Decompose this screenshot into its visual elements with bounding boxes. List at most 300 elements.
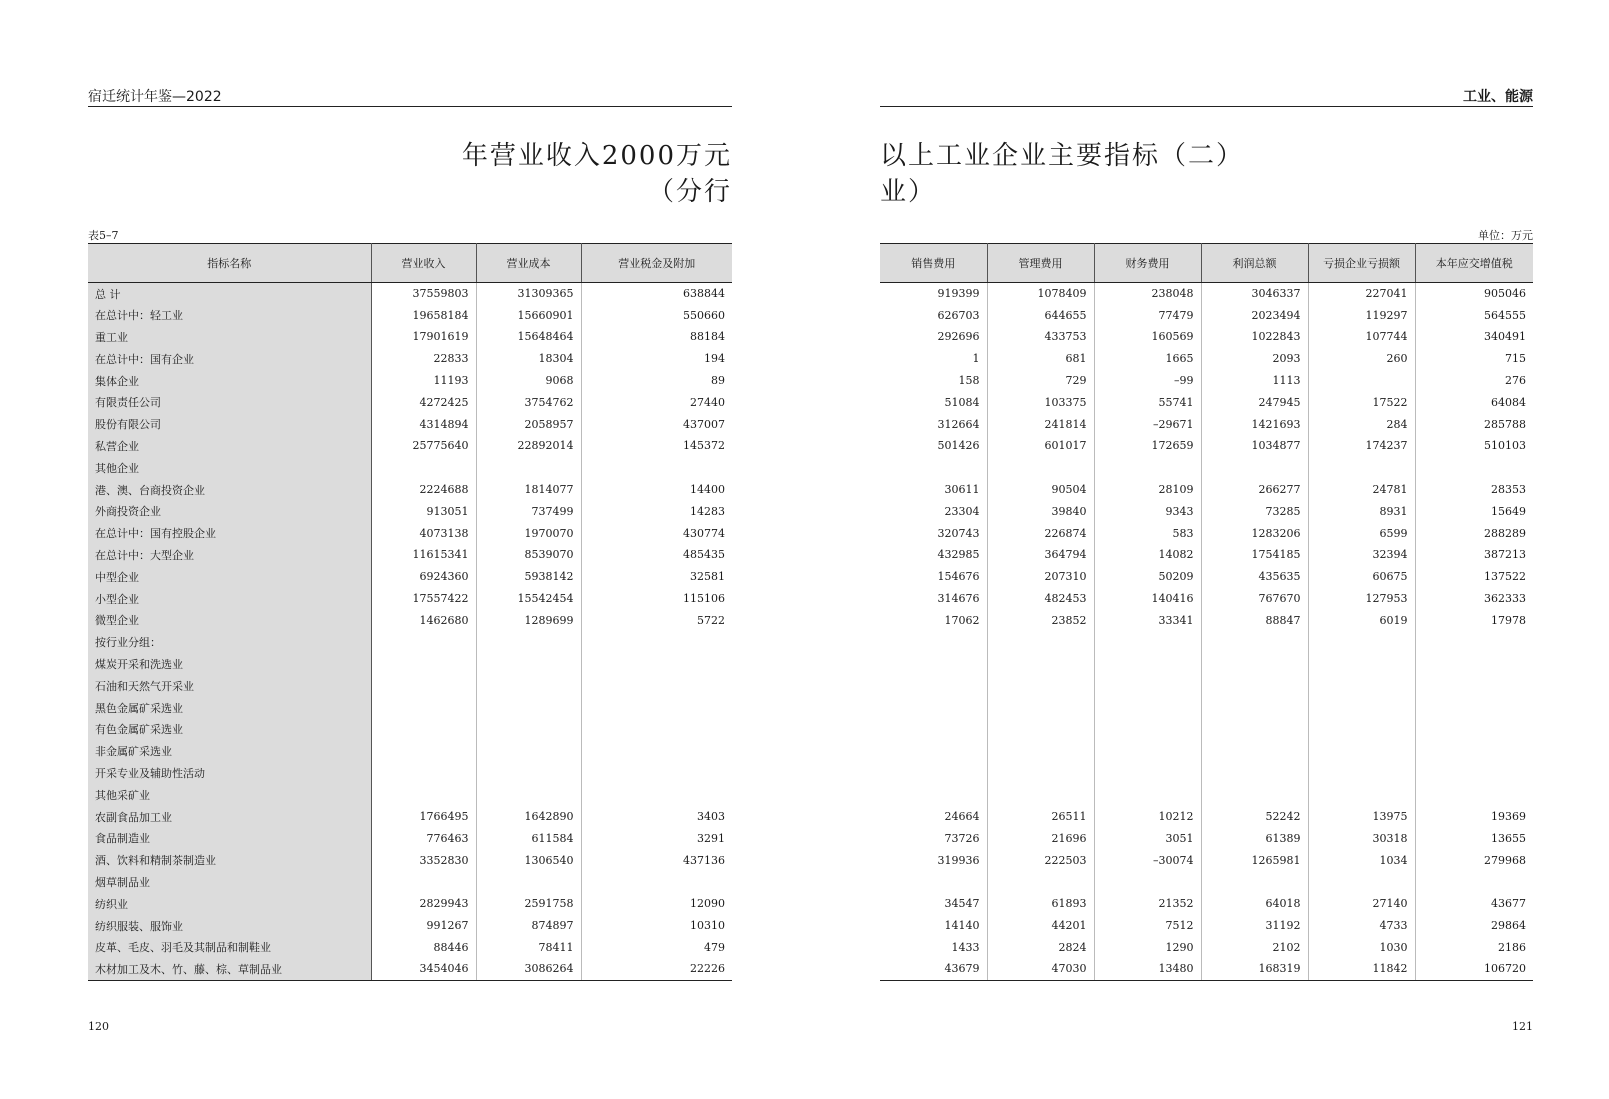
table-row [88, 370, 732, 392]
table-cell: 15649 [1491, 504, 1526, 518]
table-cell: 387213 [1484, 548, 1526, 562]
table-cell: 1030 [1308, 936, 1415, 958]
table-cell [987, 718, 1094, 740]
table-cell: 1290 [1094, 936, 1201, 958]
table-cell: 9343 [1094, 500, 1201, 522]
table-cell: 2102 [1201, 936, 1308, 958]
table-cell [476, 631, 581, 653]
table-cell: 172659 [1094, 435, 1201, 457]
table-cell: 14400 [690, 483, 725, 497]
table-cell: 5722 [697, 613, 725, 627]
table-cell: 3046337 [1201, 283, 1308, 305]
table-cell: 3086264 [476, 958, 581, 980]
table-cell [1415, 871, 1533, 893]
table-row [88, 915, 732, 937]
table-cell: 11193 [371, 370, 476, 392]
table-row [88, 762, 732, 784]
table-row [88, 893, 732, 915]
table-cell [1201, 653, 1308, 675]
table-cell: 60675 [1308, 566, 1415, 588]
table-row [88, 566, 732, 588]
row-label: 纺织业 [88, 893, 371, 915]
table-cell: 88184 [690, 330, 725, 344]
table-cell [1094, 457, 1201, 479]
table-row [880, 675, 1533, 697]
table-cell: 737499 [476, 500, 581, 522]
table-cell: 364794 [987, 544, 1094, 566]
table-cell: 1462680 [371, 609, 476, 631]
table-cell: 1034 [1308, 849, 1415, 871]
table-row [880, 740, 1533, 762]
table-cell: 6924360 [371, 566, 476, 588]
table-cell: 1289699 [476, 609, 581, 631]
table-cell: 362333 [1484, 592, 1526, 606]
page-number-left: 120 [88, 1020, 109, 1033]
table-cell: 5938142 [476, 566, 581, 588]
table-cell: 78411 [476, 936, 581, 958]
table-cell: 729 [987, 370, 1094, 392]
table-row [880, 457, 1533, 479]
table-cell: 3051 [1094, 827, 1201, 849]
table-cell: 17557422 [371, 588, 476, 610]
table-cell: 1814077 [476, 479, 581, 501]
row-label: 小型企业 [88, 588, 371, 610]
table-cell: 13655 [1491, 831, 1526, 845]
table-cell [1308, 871, 1415, 893]
table-cell [1415, 762, 1533, 784]
table-number: 表5–7 [88, 229, 119, 242]
row-label: 纺织服装、服饰业 [88, 915, 371, 937]
table-cell: 919399 [880, 283, 987, 305]
table-cell: 3291 [697, 831, 725, 845]
table-row [880, 631, 1533, 653]
table-cell: 73285 [1201, 500, 1308, 522]
row-label: 皮革、毛皮、羽毛及其制品和制鞋业 [88, 936, 371, 958]
table-cell: 55741 [1094, 391, 1201, 413]
table-cell: 21352 [1094, 893, 1201, 915]
table-cell: 17978 [1491, 613, 1526, 627]
table-cell [987, 871, 1094, 893]
page-number-right: 121 [1512, 1020, 1533, 1033]
row-label: 有色金属矿采选业 [88, 718, 371, 740]
table-cell: 433753 [987, 326, 1094, 348]
row-label: 微型企业 [88, 609, 371, 631]
title-left-line1: 年营业收入2000万元 [461, 141, 732, 171]
table-row [88, 348, 732, 370]
table-cell: 119297 [1308, 304, 1415, 326]
table-cell: 644655 [987, 304, 1094, 326]
table-cell [1308, 740, 1415, 762]
table-cell: 340491 [1484, 330, 1526, 344]
table-cell: 15542454 [476, 588, 581, 610]
table-cell: 103375 [987, 391, 1094, 413]
table-cell: 285788 [1484, 417, 1526, 431]
table-row [880, 893, 1533, 915]
row-label: 有限责任公司 [88, 391, 371, 413]
column-header: 指标名称 [88, 244, 371, 283]
table-cell: 241814 [987, 413, 1094, 435]
row-label: 港、澳、台商投资企业 [88, 479, 371, 501]
table-cell: 320743 [880, 522, 987, 544]
table-cell: –30074 [1094, 849, 1201, 871]
table-row [880, 936, 1533, 958]
table-title-left [88, 138, 732, 210]
table-cell: 11615341 [371, 544, 476, 566]
table-row [88, 806, 732, 828]
table-row [88, 631, 732, 653]
table-row [88, 675, 732, 697]
table-cell: 64018 [1201, 893, 1308, 915]
table-cell: 32581 [690, 570, 725, 584]
table-cell: 1970070 [476, 522, 581, 544]
table-cell [1308, 457, 1415, 479]
table-cell: 9068 [476, 370, 581, 392]
table-cell: 238048 [1094, 283, 1201, 305]
table-cell [1308, 631, 1415, 653]
table-cell [987, 740, 1094, 762]
column-header: 亏损企业亏损额 [1308, 244, 1415, 283]
table-cell [581, 653, 732, 675]
row-label: 酒、饮料和精制茶制造业 [88, 849, 371, 871]
table-cell: 77479 [1094, 304, 1201, 326]
row-label: 食品制造业 [88, 827, 371, 849]
table-row [88, 784, 732, 806]
table-cell: 88847 [1201, 609, 1308, 631]
table-cell: 15660901 [476, 304, 581, 326]
table-row [880, 544, 1533, 566]
table-row [88, 435, 732, 457]
row-label: 黑色金属矿采选业 [88, 697, 371, 719]
table-cell: 8539070 [476, 544, 581, 566]
table-cell: 154676 [880, 566, 987, 588]
table-cell: 482453 [987, 588, 1094, 610]
table-cell: 1665 [1094, 348, 1201, 370]
table-cell: 284 [1308, 413, 1415, 435]
table-row [880, 806, 1533, 828]
table-row [88, 522, 732, 544]
table-cell: 51084 [880, 391, 987, 413]
table-cell [1308, 718, 1415, 740]
table-cell [476, 740, 581, 762]
table-cell: 767670 [1201, 588, 1308, 610]
row-label: 农副食品加工业 [88, 806, 371, 828]
table-cell: 26511 [987, 806, 1094, 828]
table-cell: 435635 [1201, 566, 1308, 588]
table-cell [476, 762, 581, 784]
table-cell: 73726 [880, 827, 987, 849]
table-cell [1094, 631, 1201, 653]
table-cell: 601017 [987, 435, 1094, 457]
table-row [880, 653, 1533, 675]
table-cell [1201, 457, 1308, 479]
table-cell [581, 631, 732, 653]
table-cell: 905046 [1484, 287, 1526, 301]
table-row [88, 609, 732, 631]
table-cell [1201, 631, 1308, 653]
table-row [88, 588, 732, 610]
table-cell: 29864 [1491, 919, 1526, 932]
table-cell [880, 718, 987, 740]
table-cell: 15648464 [476, 326, 581, 348]
table-row [880, 784, 1533, 806]
table-cell [1094, 740, 1201, 762]
table-cell [1094, 653, 1201, 675]
table-cell: 32394 [1308, 544, 1415, 566]
table-cell: 1265981 [1201, 849, 1308, 871]
table-cell: 50209 [1094, 566, 1201, 588]
table-cell: 12090 [690, 897, 725, 911]
table-row [880, 718, 1533, 740]
table-cell: 314676 [880, 588, 987, 610]
table-header-row-right [880, 244, 1533, 283]
table-row [88, 958, 732, 980]
table-cell [880, 697, 987, 719]
table-cell: 17901619 [371, 326, 476, 348]
column-header: 管理费用 [987, 244, 1094, 283]
table-cell: 13480 [1094, 958, 1201, 980]
row-label: 中型企业 [88, 566, 371, 588]
table-row [880, 609, 1533, 631]
table-row [88, 653, 732, 675]
table-row [88, 413, 732, 435]
table-cell [1308, 697, 1415, 719]
table-cell [1201, 784, 1308, 806]
table-row [88, 326, 732, 348]
table-cell [1201, 871, 1308, 893]
row-label: 在总计中：国有控股企业 [88, 522, 371, 544]
table-cell [880, 871, 987, 893]
table-title-right [880, 138, 1533, 210]
table-cell [880, 784, 987, 806]
table-cell [1094, 697, 1201, 719]
table-cell [581, 784, 732, 806]
table-cell [1094, 675, 1201, 697]
table-cell: 88446 [371, 936, 476, 958]
table-cell: 7512 [1094, 915, 1201, 937]
table-cell [1415, 740, 1533, 762]
table-row [88, 544, 732, 566]
table-cell [1201, 675, 1308, 697]
table-cell: 1113 [1201, 370, 1308, 392]
row-label: 在总计中：大型企业 [88, 544, 371, 566]
row-label: 其他企业 [88, 457, 371, 479]
table-cell: 288289 [1484, 526, 1526, 540]
table-cell: 2058957 [476, 413, 581, 435]
table-cell: 1306540 [476, 849, 581, 871]
table-cell: 30611 [880, 479, 987, 501]
table-cell: 276 [1505, 374, 1526, 388]
table-cell [1415, 653, 1533, 675]
table-cell: 1754185 [1201, 544, 1308, 566]
table-cell: 715 [1505, 352, 1526, 366]
table-cell: 115106 [683, 592, 725, 606]
table-cell: 2093 [1201, 348, 1308, 370]
table-cell [1415, 718, 1533, 740]
table-cell: 2829943 [371, 893, 476, 915]
table-cell: 776463 [371, 827, 476, 849]
table-cell [1308, 653, 1415, 675]
table-cell: –29671 [1094, 413, 1201, 435]
table-row [880, 827, 1533, 849]
header-rule-right [880, 106, 1533, 107]
table-cell: 260 [1308, 348, 1415, 370]
table-cell: 501426 [880, 435, 987, 457]
table-cell: 2023494 [1201, 304, 1308, 326]
table-cell: 4733 [1308, 915, 1415, 937]
table-cell [581, 871, 732, 893]
table-cell: 3454046 [371, 958, 476, 980]
table-cell: 2224688 [371, 479, 476, 501]
table-cell: 485435 [683, 548, 725, 562]
table-cell [476, 653, 581, 675]
table-cell [880, 631, 987, 653]
table-cell: 28353 [1491, 483, 1526, 497]
table-cell [880, 457, 987, 479]
table-cell: 312664 [880, 413, 987, 435]
table-cell: 2591758 [476, 893, 581, 915]
table-cell [987, 457, 1094, 479]
table-row [880, 500, 1533, 522]
table-cell: 19369 [1491, 810, 1526, 824]
table-cell [987, 784, 1094, 806]
table-row [880, 413, 1533, 435]
table-cell [371, 740, 476, 762]
table-cell: 266277 [1201, 479, 1308, 501]
table-cell [581, 457, 732, 479]
table-cell [1094, 871, 1201, 893]
table-cell: 247945 [1201, 391, 1308, 413]
table-row [880, 871, 1533, 893]
table-cell: 4314894 [371, 413, 476, 435]
table-cell [371, 784, 476, 806]
table-cell: 638844 [683, 287, 725, 301]
table-cell: 279968 [1484, 853, 1526, 867]
table-cell: 34547 [880, 893, 987, 915]
table-cell: 222503 [987, 849, 1094, 871]
table-cell: 25775640 [371, 435, 476, 457]
table-cell: 430774 [683, 526, 725, 540]
table-cell: 17522 [1308, 391, 1415, 413]
column-header: 营业收入 [371, 244, 476, 283]
table-cell: 107744 [1308, 326, 1415, 348]
column-header: 财务费用 [1094, 244, 1201, 283]
table-cell: 1283206 [1201, 522, 1308, 544]
table-cell: 319936 [880, 849, 987, 871]
table-cell: 583 [1094, 522, 1201, 544]
table-cell: 1022843 [1201, 326, 1308, 348]
table-cell: 43679 [880, 958, 987, 980]
table-cell: 4272425 [371, 391, 476, 413]
row-label: 在总计中：轻工业 [88, 304, 371, 326]
table-row [880, 697, 1533, 719]
table-cell [1308, 370, 1415, 392]
table-row [88, 827, 732, 849]
unit-label: 单位：万元 [1478, 229, 1533, 242]
table-cell [1201, 762, 1308, 784]
row-label: 烟草制品业 [88, 871, 371, 893]
table-cell [1094, 762, 1201, 784]
table-cell: 64084 [1491, 395, 1526, 409]
table-cell [371, 675, 476, 697]
table-cell: 292696 [880, 326, 987, 348]
row-label: 私营企业 [88, 435, 371, 457]
row-label: 重工业 [88, 326, 371, 348]
table-cell [581, 740, 732, 762]
table-cell: 28109 [1094, 479, 1201, 501]
table-cell: 19658184 [371, 304, 476, 326]
header-rule-left [88, 106, 732, 107]
table-cell [371, 653, 476, 675]
table-cell [371, 697, 476, 719]
table-cell: 564555 [1484, 308, 1526, 322]
table-cell [476, 457, 581, 479]
table-cell: 3754762 [476, 391, 581, 413]
table-cell [987, 762, 1094, 784]
table-row [880, 522, 1533, 544]
table-row [880, 588, 1533, 610]
table-cell [581, 675, 732, 697]
table-cell: 31192 [1201, 915, 1308, 937]
table-cell [371, 871, 476, 893]
table-cell: 194 [704, 352, 725, 366]
table-row [88, 936, 732, 958]
row-label: 股份有限公司 [88, 413, 371, 435]
table-cell [581, 697, 732, 719]
table-cell [1094, 784, 1201, 806]
table-row [88, 718, 732, 740]
table-cell: 44201 [987, 915, 1094, 937]
row-label: 煤炭开采和洗选业 [88, 653, 371, 675]
table-row [88, 391, 732, 413]
table-row [88, 849, 732, 871]
table-cell: 991267 [371, 915, 476, 937]
table-row [88, 697, 732, 719]
table-cell [987, 675, 1094, 697]
table-cell [581, 718, 732, 740]
table-cell: 61389 [1201, 827, 1308, 849]
table-cell: 611584 [476, 827, 581, 849]
table-cell: 8931 [1308, 500, 1415, 522]
table-row [880, 479, 1533, 501]
table-cell [371, 762, 476, 784]
table-cell: 681 [987, 348, 1094, 370]
table-cell [1415, 697, 1533, 719]
table-cell: 14283 [690, 504, 725, 518]
row-label: 总 计 [88, 283, 371, 305]
table-row [880, 762, 1533, 784]
table-cell [581, 762, 732, 784]
table-row [880, 370, 1533, 392]
table-right-page [880, 243, 1533, 981]
table-cell [476, 675, 581, 697]
table-cell: 61893 [987, 893, 1094, 915]
table-row [880, 304, 1533, 326]
row-label: 集体企业 [88, 370, 371, 392]
table-cell [1308, 784, 1415, 806]
table-cell: 550660 [683, 308, 725, 322]
table-cell: 2824 [987, 936, 1094, 958]
table-cell [880, 762, 987, 784]
running-header-left: 宿迁统计年鉴—2022 [88, 89, 222, 105]
table-row [880, 326, 1533, 348]
table-cell: 17062 [880, 609, 987, 631]
table-cell: 14140 [880, 915, 987, 937]
table-cell: 22892014 [476, 435, 581, 457]
table-cell: 10212 [1094, 806, 1201, 828]
table-cell: 22833 [371, 348, 476, 370]
table-cell: 13975 [1308, 806, 1415, 828]
table-row [88, 740, 732, 762]
